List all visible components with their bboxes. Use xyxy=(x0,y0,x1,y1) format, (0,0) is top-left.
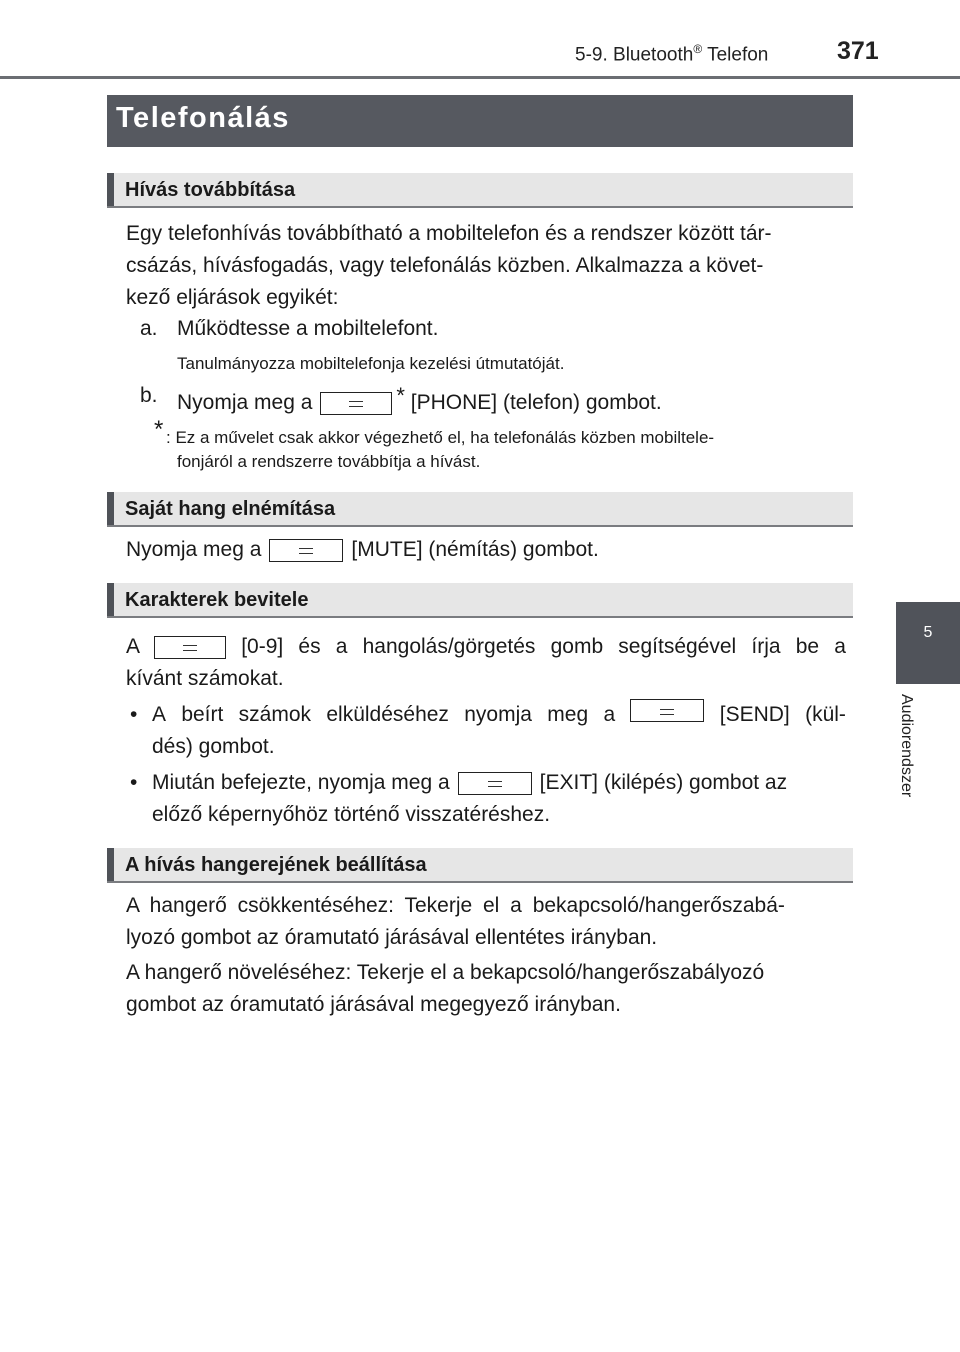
text-line xyxy=(152,767,846,799)
page-title: Telefonálás xyxy=(116,102,290,134)
step-a-marker: a. xyxy=(140,317,158,340)
step-b-after: [PHONE] (telefon) gombot. xyxy=(410,391,662,414)
text-line: csázás, hívásfogadás, vagy telefonálás közben. Alkalmazza a követ- xyxy=(126,254,764,277)
section-heading-text: Hívás továbbítása xyxy=(125,179,296,201)
chapter-label-text: Audiorendszer xyxy=(898,694,915,798)
section-heading-text: A hívás hangerejének beállítása xyxy=(125,854,427,876)
section-heading-mute xyxy=(107,492,853,527)
registered-mark: ® xyxy=(693,42,703,56)
bullet-send xyxy=(130,699,846,763)
text-line: gombot az óramutató járásával megegyező irányban. xyxy=(126,993,621,1016)
volume-decrease-text xyxy=(126,890,846,954)
text-line: előző képernyőhöz történő visszatéréshez. xyxy=(152,803,551,826)
word: segítségével xyxy=(618,635,737,658)
mute-before: Nyomja meg a xyxy=(126,538,262,561)
step-b-text xyxy=(177,380,662,419)
step-a-note: Tanulmányozza mobiltelefonja kezelési útmutatóját. xyxy=(177,354,565,373)
word: a xyxy=(335,635,348,658)
word: a xyxy=(603,703,616,726)
step-b xyxy=(140,380,840,412)
section-heading-call-transfer xyxy=(107,173,853,208)
chapter-title-prefix: 5-9. Bluetooth xyxy=(575,44,694,66)
bullet-exit xyxy=(130,767,846,831)
header-divider xyxy=(0,76,960,79)
text-line: lyozó gombot az óramutató járásával ellentétes irányban. xyxy=(126,926,658,949)
section-heading-character-input xyxy=(107,583,853,618)
text-line-content: A hangerő csökkentéséhez: Tekerje el a bekapcsoló/hangerőszabá- xyxy=(126,894,785,917)
asterisk-mark: * xyxy=(396,383,405,408)
text-line xyxy=(152,699,846,731)
page-title-bar xyxy=(107,95,853,147)
exit-before: Miután befejezte, nyomja meg a xyxy=(152,771,450,794)
word: meg xyxy=(547,703,589,726)
text-line: A hangerő növeléséhez: Tekerje el a bekapcsoló/hangerőszabályozó xyxy=(126,961,765,984)
section-heading-text: Saját hang elnémítása xyxy=(125,498,336,520)
section-heading-text: Karakterek bevitele xyxy=(125,589,309,611)
character-input-text xyxy=(126,631,846,695)
bullet-glyph: • xyxy=(130,703,138,726)
text-line-content: Egy telefonhívás továbbítható a mobiltelefon és a rendszer között tár- xyxy=(126,222,772,245)
phone-button-icon xyxy=(320,392,392,415)
step-a xyxy=(140,313,840,345)
word: elküldéséhez xyxy=(326,703,449,726)
word: beírt xyxy=(181,703,224,726)
chapter-side-tab xyxy=(896,602,960,684)
mute-button-icon xyxy=(269,539,343,562)
word: írja xyxy=(751,635,781,658)
mute-instruction xyxy=(126,534,846,566)
step-b-before: Nyomja meg a xyxy=(177,391,313,414)
exit-button-icon xyxy=(458,772,532,795)
bullet-glyph: • xyxy=(130,771,138,794)
text-line: kívánt számokat. xyxy=(126,667,284,690)
footnote-marker: * xyxy=(154,416,164,443)
text-line xyxy=(126,631,846,663)
word: [0-9] xyxy=(241,635,284,658)
step-a-text: Működtesse a mobiltelefont. xyxy=(177,317,439,340)
text-line: dés) gombot. xyxy=(152,735,275,758)
word: (kül- xyxy=(805,703,846,726)
exit-after: [EXIT] (kilépés) gombot az xyxy=(539,771,788,794)
step-b-marker: b. xyxy=(140,384,158,407)
text-line: kező eljárások egyikét: xyxy=(126,286,339,309)
word: a xyxy=(834,635,846,658)
chapter-title xyxy=(575,42,768,66)
footnote-line-1: : Ez a művelet csak akkor végezhető el, ha telefonálás közben mobiltele- xyxy=(166,428,715,447)
word: számok xyxy=(238,703,312,726)
word: és xyxy=(298,635,321,658)
footnote-line-2: fonjáról a rendszerre továbbítja a hívást. xyxy=(177,452,481,471)
send-button-icon xyxy=(630,699,704,722)
mute-after: [MUTE] (némítás) gombot. xyxy=(351,538,599,561)
chapter-title-suffix: Telefon xyxy=(702,44,769,66)
word-a: A xyxy=(126,635,141,658)
page-number: 371 xyxy=(837,37,879,65)
word: [SEND] xyxy=(719,703,790,726)
word: hangolás/görgetés xyxy=(362,635,536,658)
volume-increase-text xyxy=(126,957,846,1021)
word xyxy=(126,631,226,663)
word: be xyxy=(795,635,820,658)
text-line xyxy=(126,534,846,566)
section-heading-call-volume xyxy=(107,848,853,883)
chapter-side-label xyxy=(899,694,931,824)
digit-button-icon xyxy=(154,636,226,659)
chapter-number: 5 xyxy=(923,624,933,641)
word: A xyxy=(152,703,167,726)
call-transfer-intro xyxy=(126,218,846,314)
word: nyomja xyxy=(464,703,532,726)
text-line xyxy=(126,218,846,250)
word: gomb xyxy=(550,635,604,658)
text-line xyxy=(126,890,846,922)
